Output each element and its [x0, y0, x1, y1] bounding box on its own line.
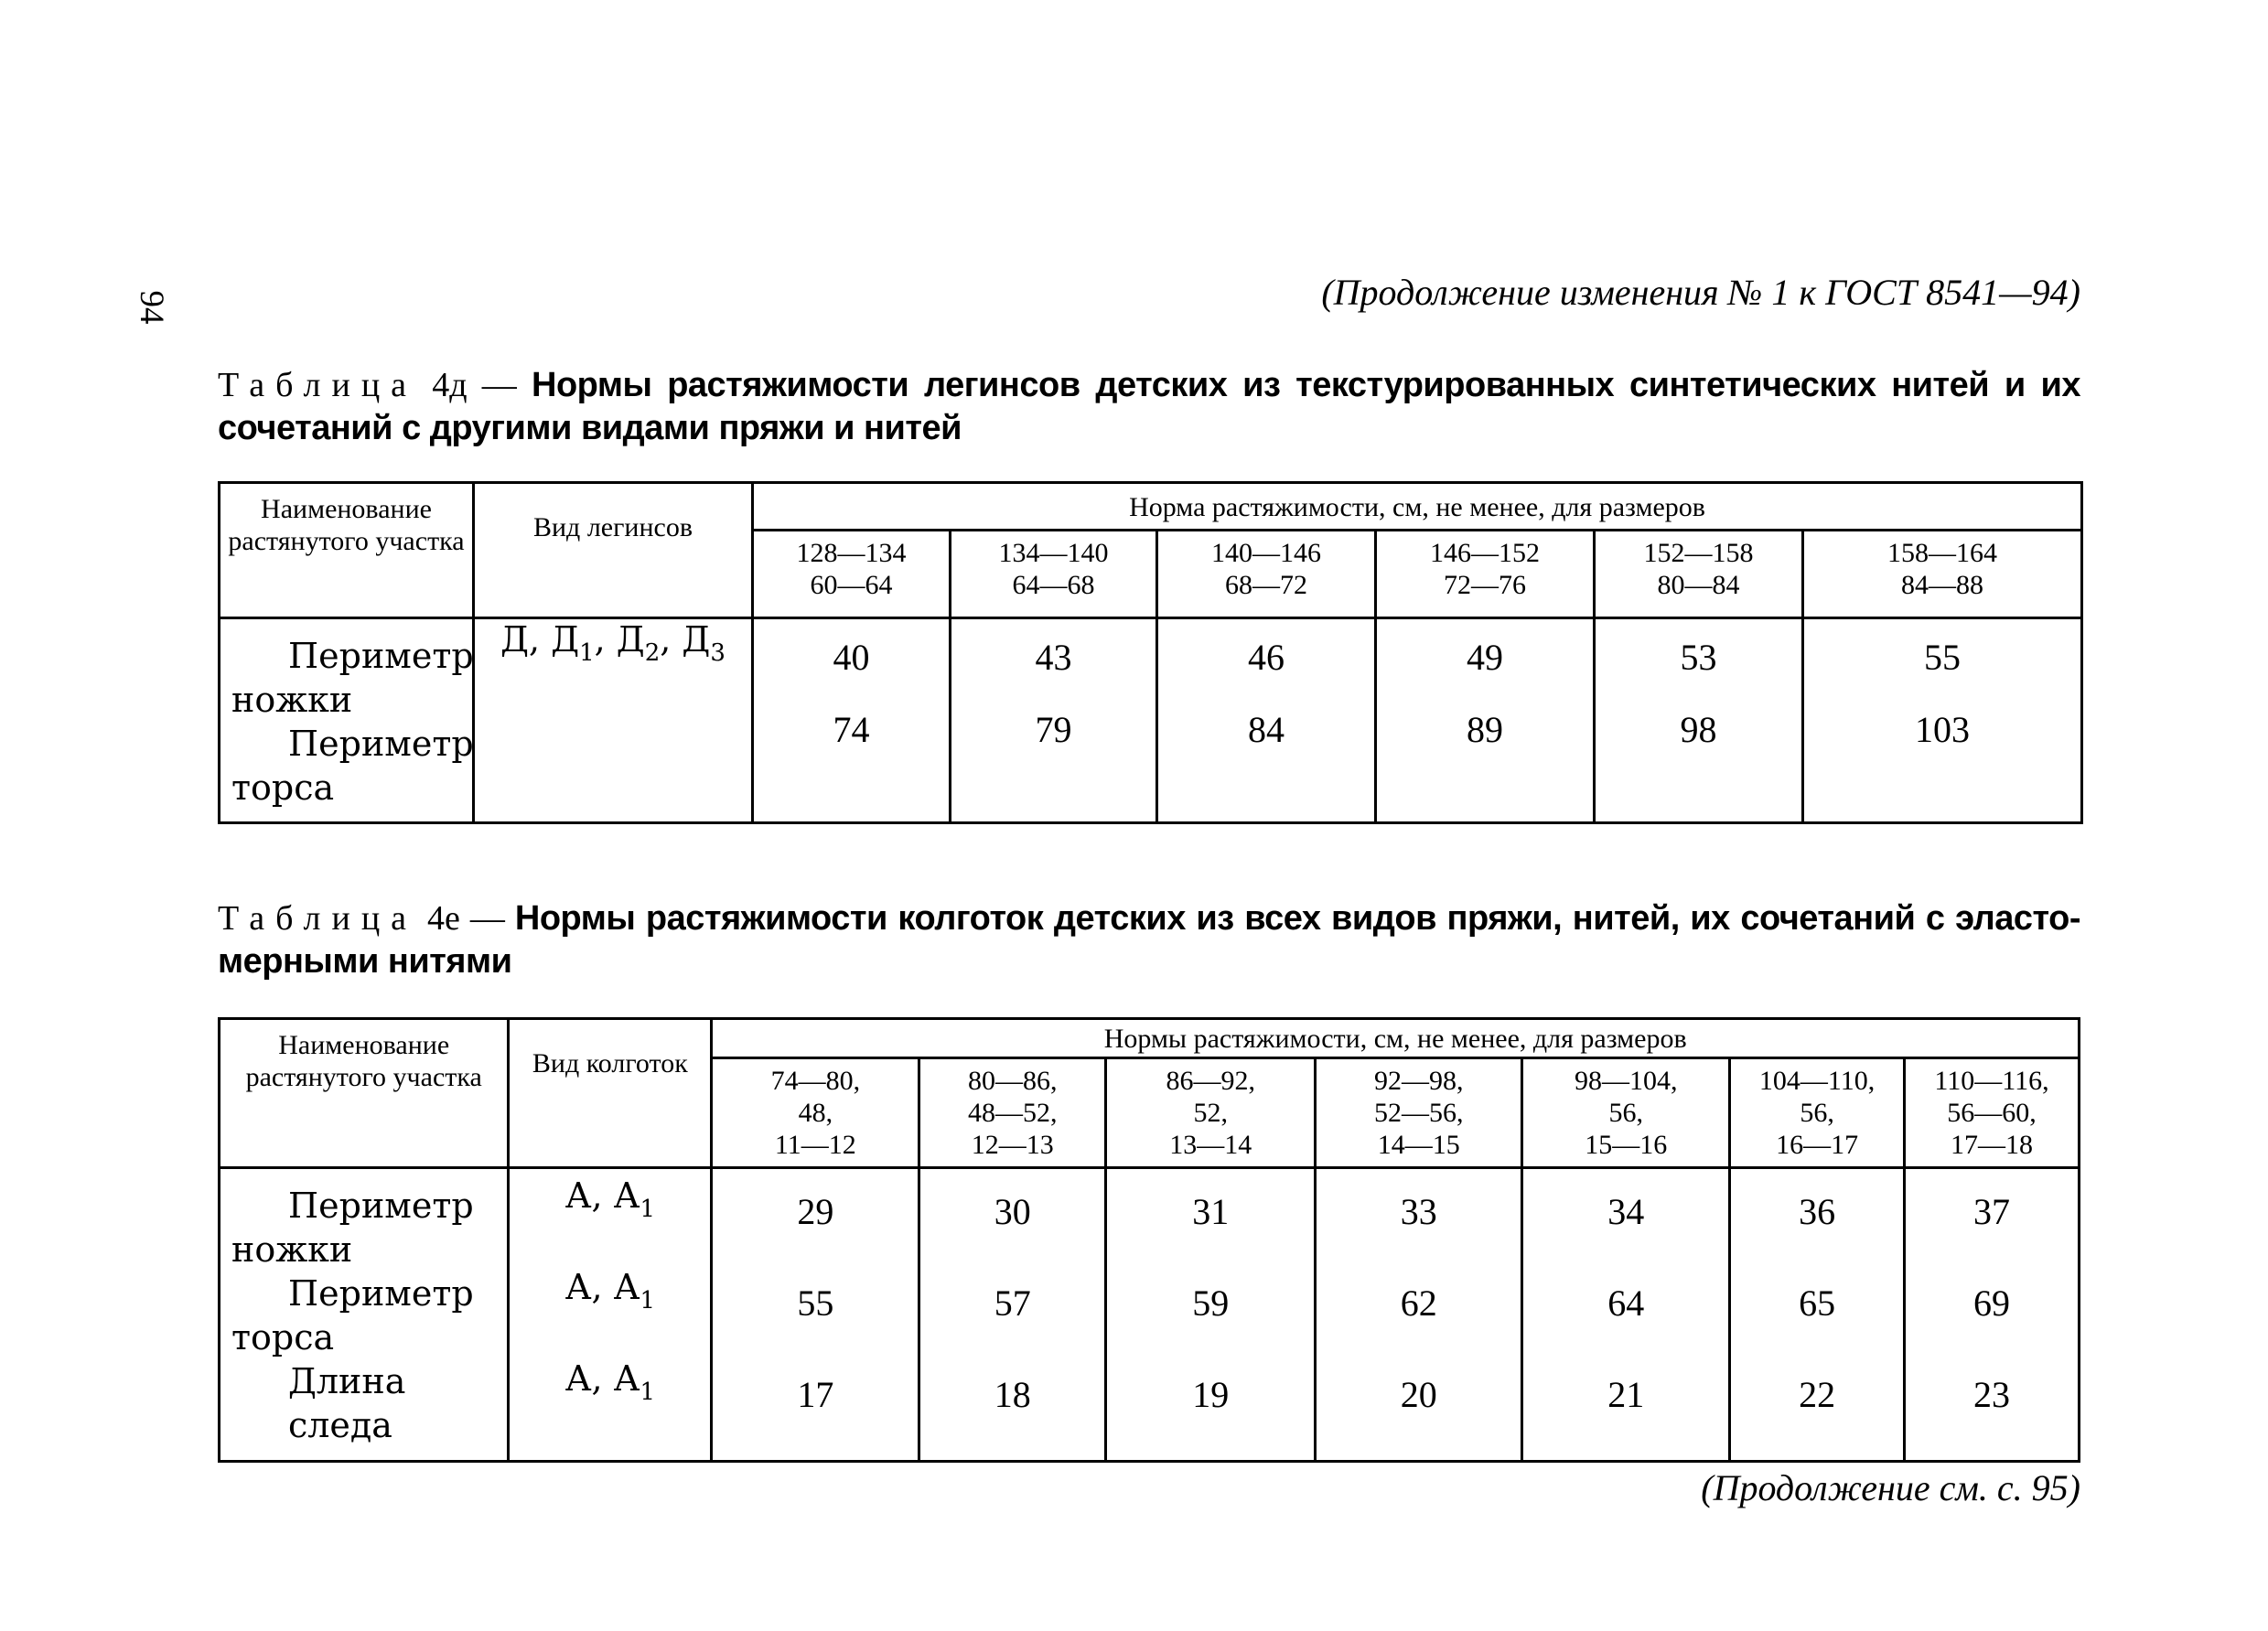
size-line: 128—134	[796, 538, 907, 568]
param-name-cont: ножки	[231, 680, 353, 720]
size-line: 14—15	[1377, 1130, 1460, 1160]
param-name: Периметр	[288, 1273, 474, 1314]
size-header	[1157, 531, 1376, 618]
size-line: 48,	[798, 1098, 833, 1128]
size-line: 80—84	[1657, 570, 1740, 600]
param-name: Периметр	[288, 636, 474, 676]
value-cell: 46	[1248, 637, 1284, 678]
value-cell: 62	[1400, 1282, 1437, 1324]
value-cell: 30	[994, 1191, 1031, 1232]
value-cell: 33	[1400, 1191, 1437, 1232]
header-kind: Вид колготок	[509, 1019, 712, 1168]
size-line: 56,	[1800, 1098, 1834, 1128]
size-header	[1106, 1058, 1316, 1168]
size-line: 158—164	[1887, 538, 1998, 568]
tights-kind-text: А, А	[564, 1358, 640, 1399]
size-line: 134—140	[998, 538, 1109, 568]
header-section-name: Наименование растянутого участка	[220, 1019, 509, 1168]
size-line: 13—14	[1169, 1130, 1252, 1160]
size-header	[1730, 1058, 1905, 1168]
value-cell: 19	[1192, 1374, 1230, 1415]
tights-kind-text: А, А	[564, 1267, 640, 1307]
size-line: 48—52,	[968, 1098, 1058, 1128]
value-cell: 64	[1607, 1282, 1645, 1324]
table-4e	[218, 1017, 2080, 1463]
value-cell: 49	[1467, 637, 1503, 678]
value-cell: 74	[833, 709, 870, 750]
size-line: 92—98,	[1373, 1066, 1464, 1096]
value-column	[1106, 1168, 1316, 1462]
param-name-cont: торса	[231, 767, 335, 808]
value-column	[1803, 618, 2082, 823]
size-line: 52,	[1193, 1098, 1228, 1128]
value-cell: 17	[797, 1374, 834, 1415]
size-header	[1803, 531, 2082, 618]
size-header	[1316, 1058, 1522, 1168]
header-kind: Вид легинсов	[474, 483, 753, 618]
size-line: 104—110,	[1758, 1066, 1876, 1096]
value-cell: 40	[833, 637, 870, 678]
size-line: 86—92,	[1166, 1066, 1255, 1096]
tights-kind-sub: 1	[640, 1196, 655, 1223]
tights-kind	[510, 1352, 710, 1440]
size-line: 17—18	[1951, 1130, 2034, 1160]
size-header	[1522, 1058, 1730, 1168]
param-name-cont: ножки	[231, 1229, 353, 1270]
size-line: 72—76	[1444, 570, 1526, 600]
legging-kind: Д, $Д_1$, $Д_2$, $Д_3$	[474, 618, 753, 823]
size-line: 80—86,	[968, 1066, 1058, 1096]
value-cell: 43	[1035, 637, 1072, 678]
size-line: 11—12	[774, 1130, 856, 1160]
size-header	[919, 1058, 1106, 1168]
value-cell: 22	[1799, 1374, 1836, 1415]
size-header	[712, 1058, 919, 1168]
value-column	[1522, 1168, 1730, 1462]
tights-kind	[510, 1261, 710, 1352]
size-line: 68—72	[1225, 570, 1307, 600]
value-cell: 36	[1799, 1191, 1836, 1232]
table-4e-title: Нормы растяжимости колготок детских из всех видов пряжи, нитей, их сочетаний с эласто-мерными нитями	[218, 899, 2081, 981]
param-name: Длина следа	[288, 1361, 406, 1445]
size-line: 146—152	[1430, 538, 1540, 568]
table-4d	[218, 481, 2083, 824]
table-4d-label: Таблица	[218, 366, 418, 404]
size-line: 84—88	[1901, 570, 1984, 600]
size-line: 98—104,	[1574, 1066, 1678, 1096]
value-column	[1376, 618, 1595, 823]
size-line: 56—60,	[1947, 1098, 2037, 1128]
tights-kind-sub: 1	[640, 1287, 655, 1314]
value-cell: 21	[1607, 1374, 1645, 1415]
size-header	[1595, 531, 1803, 618]
value-cell: 84	[1248, 709, 1284, 750]
param-name: Периметр	[288, 1186, 474, 1226]
value-cell: 18	[994, 1374, 1031, 1415]
value-cell: 103	[1915, 709, 1971, 750]
size-line: 52—56,	[1373, 1098, 1464, 1128]
tights-kind-text: А, А	[564, 1175, 640, 1216]
value-cell: 37	[1973, 1191, 2011, 1232]
value-column	[1730, 1168, 1905, 1462]
value-cell: 29	[797, 1191, 834, 1232]
param-name-cont: торса	[231, 1317, 335, 1357]
value-cell: 23	[1973, 1374, 2011, 1415]
table-4e-number: 4е —	[427, 899, 505, 938]
value-cell: 55	[797, 1282, 834, 1324]
size-line: 56,	[1608, 1098, 1643, 1128]
table-4d-number: 4д —	[432, 366, 517, 404]
tights-kind-list	[509, 1168, 712, 1462]
value-cell: 34	[1607, 1191, 1645, 1232]
param-list	[220, 618, 474, 823]
value-column	[919, 1168, 1106, 1462]
value-column	[712, 1168, 919, 1462]
size-header	[1376, 531, 1595, 618]
header-norm: Нормы растяжимости, см, не менее, для размеров	[712, 1019, 2080, 1058]
value-cell: 89	[1467, 709, 1503, 750]
size-line: 12—13	[971, 1130, 1054, 1160]
size-line: 140—146	[1211, 538, 1321, 568]
value-cell: 57	[994, 1282, 1031, 1324]
size-line: 110—116,	[1934, 1066, 2049, 1096]
param-name: Периметр	[288, 724, 474, 764]
value-cell: 69	[1973, 1282, 2011, 1324]
tights-kind-sub: 1	[640, 1379, 655, 1406]
size-line: 152—158	[1643, 538, 1754, 568]
table-4e-caption	[218, 897, 2080, 983]
value-cell: 55	[1924, 637, 1962, 678]
size-line: 15—16	[1585, 1130, 1668, 1160]
size-line: 64—68	[1012, 570, 1095, 600]
continuation-header: (Продолжение изменения № 1 к ГОСТ 8541—94)	[1321, 272, 2080, 313]
value-cell: 98	[1680, 709, 1717, 750]
value-column	[1595, 618, 1803, 823]
size-header	[1905, 1058, 2080, 1168]
value-cell: 59	[1192, 1282, 1230, 1324]
header-norm: Норма растяжимости, см, не менее, для размеров	[753, 483, 2082, 531]
value-cell: 53	[1680, 637, 1717, 678]
table-4e-label: Таблица	[218, 899, 418, 938]
size-header	[951, 531, 1157, 618]
page-number: 94	[133, 290, 170, 325]
size-line: 60—64	[810, 570, 893, 600]
table-4d-title: Нормы растяжимости легинсов детских из текстурированных синтетических нитей и их сочетаний с другими видами пряжи и нитей	[218, 366, 2081, 447]
value-column	[753, 618, 951, 823]
value-column	[1157, 618, 1376, 823]
size-header	[753, 531, 951, 618]
tights-kind	[510, 1169, 710, 1261]
value-column	[951, 618, 1157, 823]
header-section-name: Наименование растянутого участка	[220, 483, 474, 618]
size-line: 16—17	[1776, 1130, 1859, 1160]
footer-note: (Продолжение см. с. 95)	[1701, 1467, 2080, 1508]
size-line: 74—80,	[770, 1066, 861, 1096]
value-cell: 65	[1799, 1282, 1836, 1324]
value-cell: 31	[1192, 1191, 1230, 1232]
value-column	[1905, 1168, 2080, 1462]
table-4d-caption	[218, 364, 2080, 450]
param-list	[220, 1168, 509, 1462]
value-column	[1316, 1168, 1522, 1462]
value-cell: 20	[1400, 1374, 1437, 1415]
value-cell: 79	[1035, 709, 1072, 750]
